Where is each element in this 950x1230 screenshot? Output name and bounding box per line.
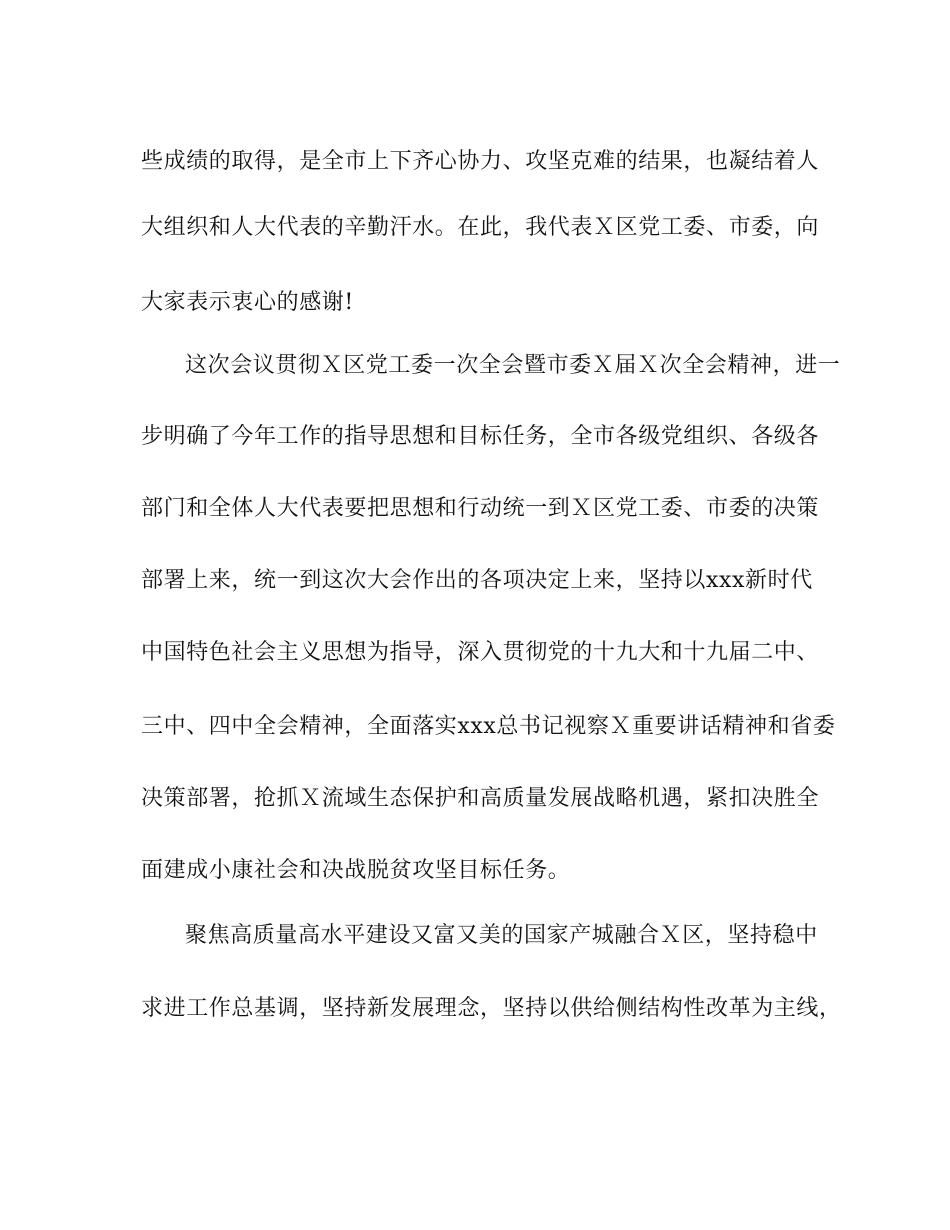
text-line: 三中、四中全会精神，全面落实xxx总书记视察Ｘ重要讲话精神和省委 bbox=[141, 714, 836, 739]
text-line: 面建成小康社会和决战脱贫攻坚目标任务。 bbox=[141, 858, 571, 883]
text-line: 些成绩的取得，是全市上下齐心协力、攻坚克难的结果，也凝结着人 bbox=[141, 149, 820, 174]
paragraph-start-line: 这次会议贯彻Ｘ区党工委一次全会暨市委Ｘ届Ｘ次全会精神，进一 bbox=[185, 353, 841, 378]
text-line: 决策部署，抢抓Ｘ流域生态保护和高质量发展战略机遇，紧扣决胜全 bbox=[141, 786, 820, 811]
paragraph-start-line: 聚焦高质量高水平建设又富又美的国家产城融合Ｘ区，坚持稳中 bbox=[185, 923, 818, 948]
text-line: 大组织和人大代表的辛勤汗水。在此，我代表Ｘ区党工委、市委，向 bbox=[141, 215, 820, 240]
text-line: 大家表示衷心的感谢! bbox=[141, 290, 354, 315]
text-line: 求进工作总基调，坚持新发展理念，坚持以供给侧结构性改革为主线， bbox=[141, 996, 842, 1021]
text-line: 中国特色社会主义思想为指导，深入贯彻党的十九大和十九届二中、 bbox=[141, 640, 820, 665]
text-line: 部署上来，统一到这次大会作出的各项决定上来，坚持以xxx新时代 bbox=[141, 568, 813, 593]
text-line: 部门和全体人大代表要把思想和行动统一到Ｘ区党工委、市委的决策 bbox=[141, 496, 820, 521]
text-line: 步明确了今年工作的指导思想和目标任务，全市各级党组织、各级各 bbox=[141, 424, 820, 449]
